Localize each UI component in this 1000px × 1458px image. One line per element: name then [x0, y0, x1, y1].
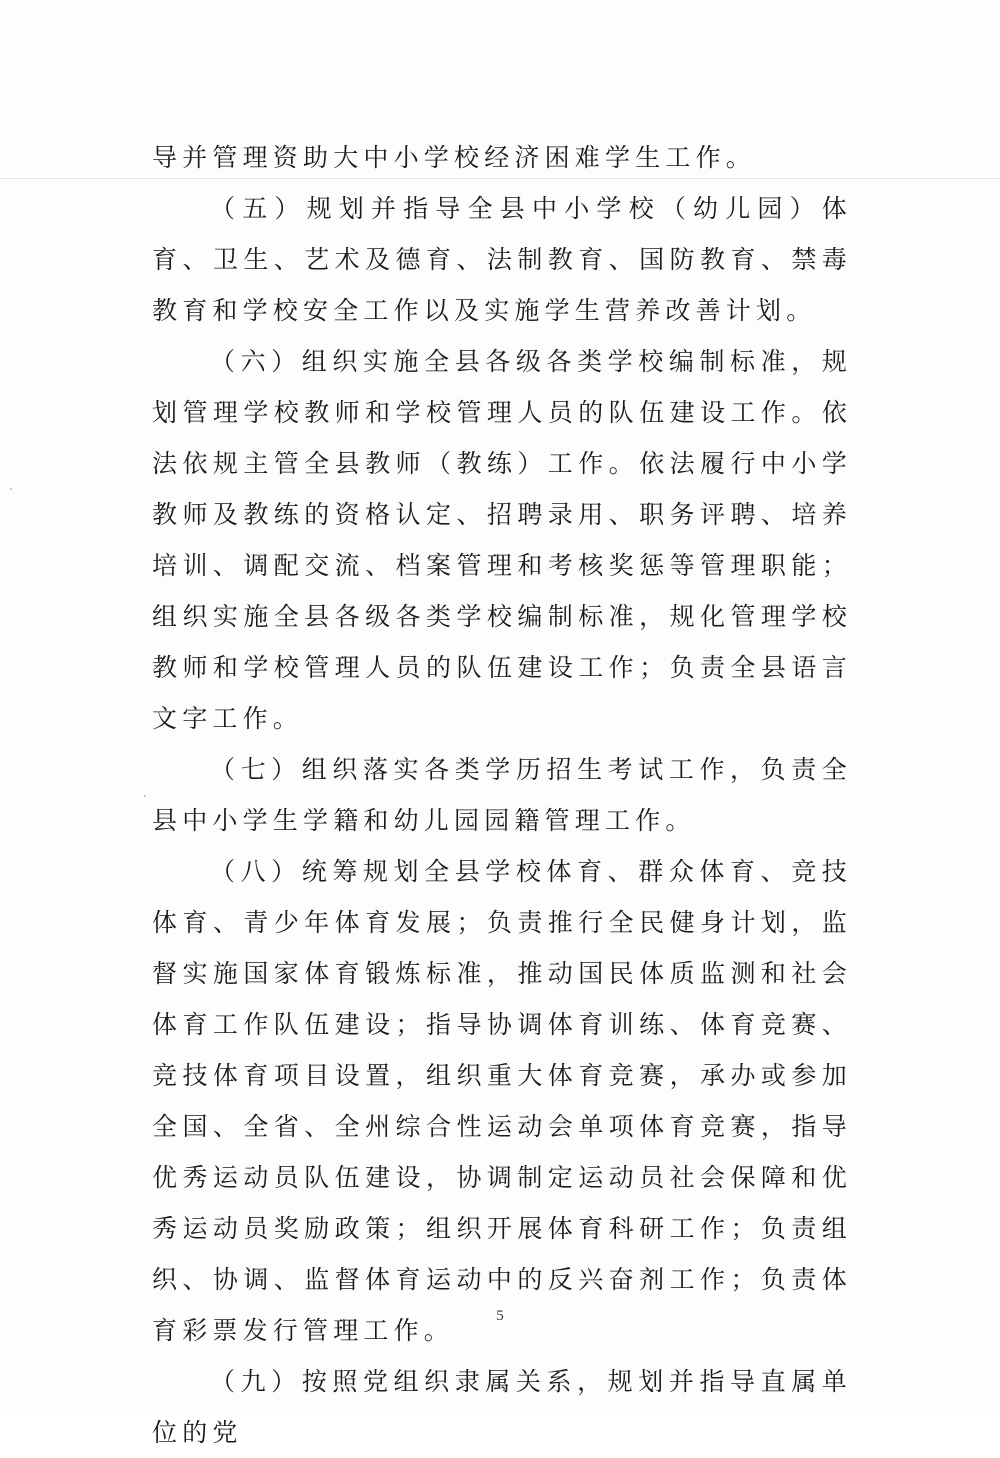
paragraph-item-6: （六）组织实施全县各级各类学校编制标准，规划管理学校教师和学校管理人员的队伍建设工作。依法依规主管全县教师（教练）工作。依法履行中小学教师及教练的资格认定、招聘录用、职务评聘、培养培训、调配交流、档案管理和考核奖惩等管理职能；组织实施全县各级各类学校编制标准，规化管理学校教师和学校管理人员的队伍建设工作；负责全县语言文字工作。	[152, 347, 852, 733]
paragraph-item-7: （七）组织落实各类学历招生考试工作，负责全县中小学生学籍和幼儿园园籍管理工作。	[152, 755, 852, 835]
paragraph-item-9: （九）按照党组织隶属关系，规划并指导直属单位的党	[152, 1367, 852, 1447]
page-number: 5	[496, 1308, 504, 1324]
paragraph-item-5: （五）规划并指导全县中小学校（幼儿园）体育、卫生、艺术及德育、法制教育、国防教育、禁毒教育和学校安全工作以及实施学生营养改善计划。	[152, 194, 852, 325]
scan-speck	[144, 795, 146, 797]
document-body	[152, 132, 852, 1458]
paragraph-item-8: （八）统筹规划全县学校体育、群众体育、竞技体育、青少年体育发展；负责推行全民健身计划，监督实施国家体育锻炼标准，推动国民体质监测和社会体育工作队伍建设；指导协调体育训练、体育竞赛、竞技体育项目设置，组织重大体育竞赛，承办或参加全国、全省、全州综合性运动会单项体育竞赛，指导优秀运动员队伍建设，协调制定运动员社会保障和优秀运动员奖励政策；组织开展体育科研工作；负责组织、协调、监督体育运动中的反兴奋剂工作；负责体育彩票发行管理工作。	[152, 857, 852, 1345]
paragraph-continuation: 导并管理资助大中小学校经济困难学生工作。	[152, 143, 757, 172]
scan-speck	[10, 488, 12, 490]
